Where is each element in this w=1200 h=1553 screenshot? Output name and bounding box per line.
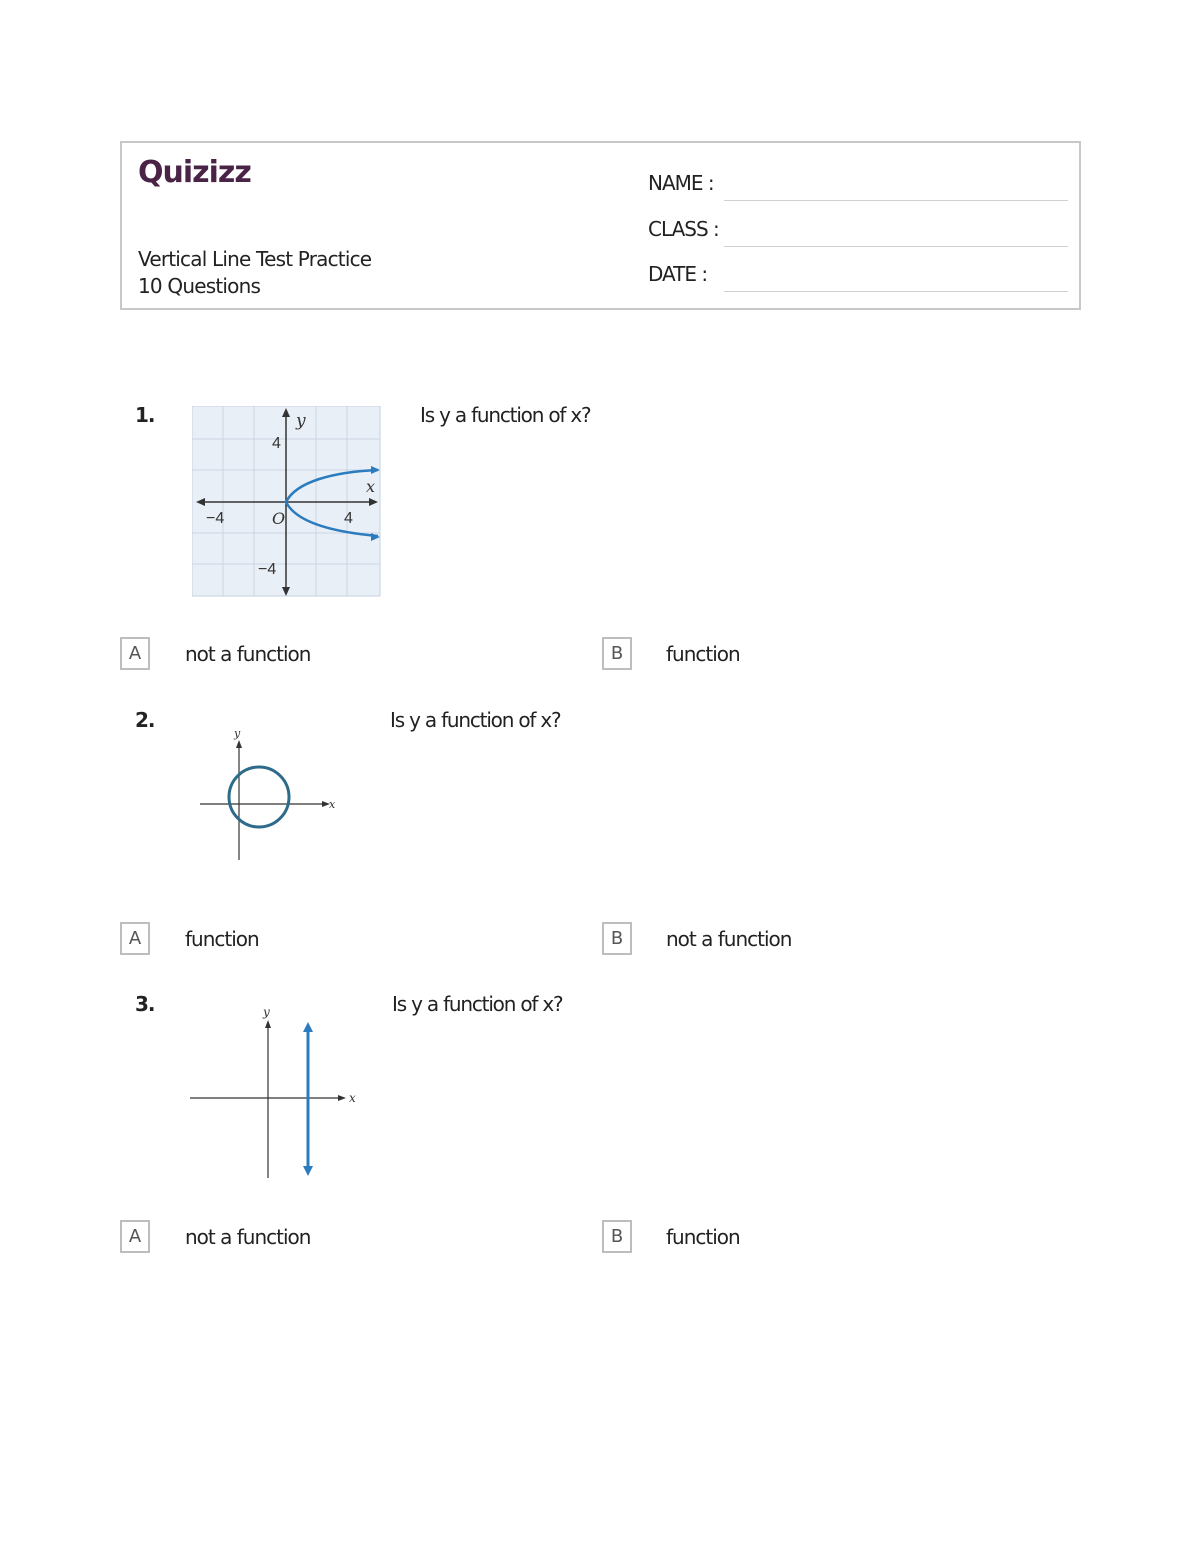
option-a-text[interactable]: not a function: [185, 1225, 311, 1249]
vertical-line-graph-icon: [186, 1000, 366, 1182]
name-line: [724, 200, 1068, 201]
option-b-text[interactable]: not a function: [666, 927, 792, 951]
graph-y-label: y: [296, 411, 306, 431]
sideways-parabola-graph-icon: [192, 406, 382, 598]
quiz-title: Vertical Line Test Practice: [138, 247, 372, 271]
date-line: [724, 291, 1068, 292]
tick-label: 4: [272, 435, 281, 452]
question-text: Is y a function of x?: [390, 708, 561, 732]
option-a-box[interactable]: A: [120, 922, 150, 955]
graph-y-label: y: [234, 727, 241, 740]
graph-y-label: y: [263, 1005, 270, 1019]
question-number: 2.: [135, 708, 155, 732]
option-a-box[interactable]: A: [120, 1220, 150, 1253]
option-a-text[interactable]: function: [185, 927, 259, 951]
option-b-text[interactable]: function: [666, 642, 740, 666]
date-label: DATE :: [648, 262, 708, 286]
class-label: CLASS :: [648, 217, 719, 241]
name-field: [648, 171, 1068, 201]
option-b-box[interactable]: B: [602, 637, 632, 670]
name-label: NAME :: [648, 171, 714, 195]
option-b-box[interactable]: B: [602, 1220, 632, 1253]
question-number: 3.: [135, 992, 155, 1016]
worksheet-header: [120, 141, 1081, 310]
class-field: [648, 217, 1068, 247]
tick-label: −4: [206, 510, 225, 527]
class-line: [724, 246, 1068, 247]
question-count: 10 Questions: [138, 274, 261, 298]
graph-x-label: x: [366, 477, 376, 496]
question-number: 1.: [135, 403, 155, 427]
question-text: Is y a function of x?: [392, 992, 563, 1016]
option-b-box[interactable]: B: [602, 922, 632, 955]
question-text: Is y a function of x?: [420, 403, 591, 427]
date-field: [648, 262, 1068, 292]
tick-label: −4: [258, 561, 277, 578]
graph-x-label: x: [349, 1091, 356, 1105]
option-b-text[interactable]: function: [666, 1225, 740, 1249]
origin-label: O: [272, 509, 286, 528]
option-a-box[interactable]: A: [120, 637, 150, 670]
quizizz-logo: Quizizz: [138, 155, 251, 190]
graph-x-label: x: [329, 798, 336, 811]
option-a-text[interactable]: not a function: [185, 642, 311, 666]
tick-label: 4: [344, 510, 353, 527]
circle-graph-icon: [196, 726, 340, 862]
